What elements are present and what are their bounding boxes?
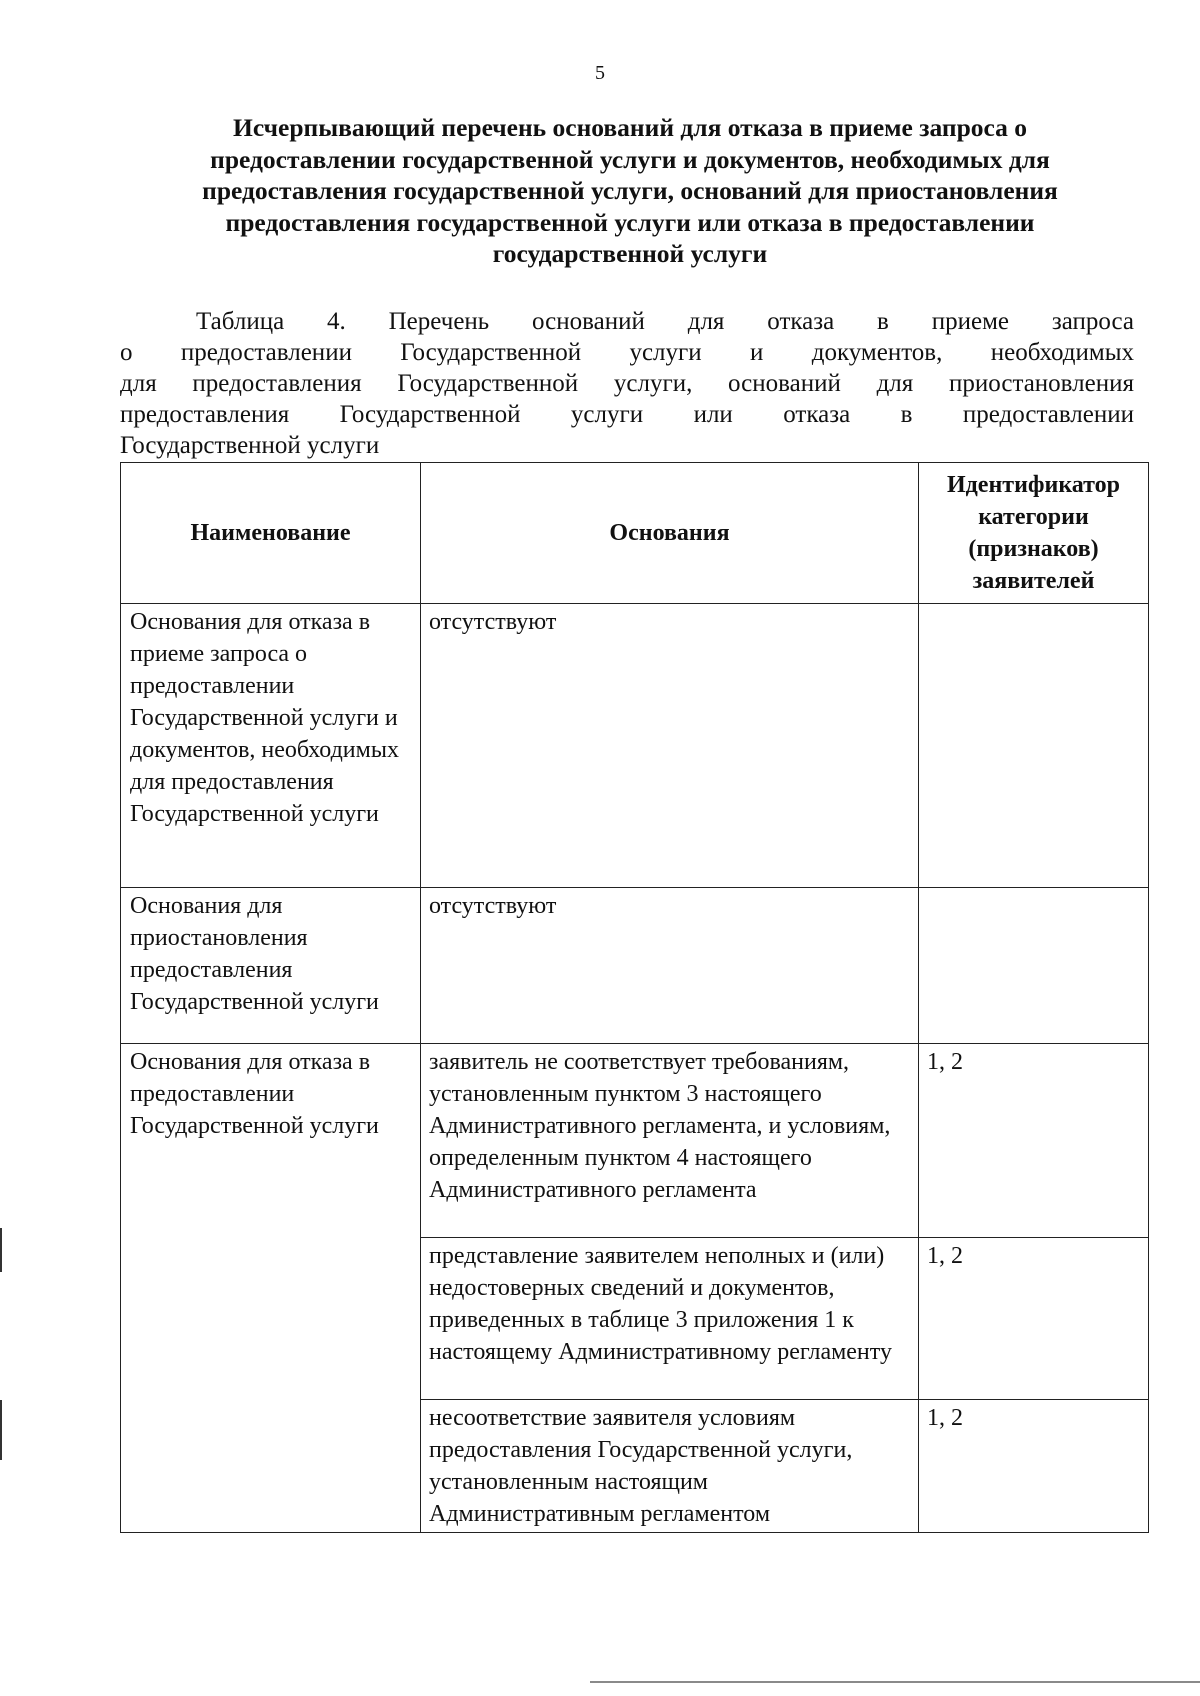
row-basis: отсутствуют	[421, 604, 919, 888]
caption-line: Государственной услуги	[120, 432, 380, 459]
table-row	[121, 604, 1149, 888]
table-row	[121, 888, 1149, 1044]
row-name: Основания для отказа в предоставлении Государственной услуги	[121, 1044, 421, 1533]
header-applicant-category-id: Идентификатор категории (признаков) заявителей	[919, 463, 1149, 604]
title-line: государственной услуги	[492, 239, 768, 268]
row-basis: представление заявителем неполных и (или) недостоверных сведений и документов, приведенных в таблице 3 приложения 1 к настоящему Административному регламенту	[421, 1238, 919, 1400]
scan-edge-mark	[590, 1681, 1200, 1683]
grounds-table	[120, 462, 1149, 1533]
title-line: Исчерпывающий перечень оснований для отказа в приеме запроса о	[232, 113, 1028, 142]
row-id: 1, 2	[919, 1238, 1149, 1400]
row-id: 1, 2	[919, 1400, 1149, 1533]
page-number: 5	[595, 62, 605, 84]
caption-line: предоставления Государственной услуги или отказа в предоставлении	[120, 401, 1134, 428]
header-name: Наименование	[121, 463, 421, 604]
table-header-row	[121, 463, 1149, 604]
row-id: 1, 2	[919, 1044, 1149, 1238]
title-line: предоставлении государственной услуги и документов, необходимых для	[210, 144, 1050, 174]
table-row	[121, 1044, 1149, 1238]
caption-line: для предоставления Государственной услуги, оснований для приостановления	[120, 370, 1134, 397]
header-basis: Основания	[421, 463, 919, 604]
document-title	[130, 112, 1130, 270]
row-id	[919, 604, 1149, 888]
scan-edge-mark	[0, 1228, 2, 1272]
row-basis: отсутствуют	[421, 888, 919, 1044]
row-basis: несоответствие заявителя условиям предоставления Государственной услуги, установленным настоящим Административным регламентом	[421, 1400, 919, 1533]
row-id	[919, 888, 1149, 1044]
row-name: Основания для приостановления предоставления Государственной услуги	[121, 888, 421, 1044]
caption-line: Таблица 4. Перечень оснований для отказа в приеме запроса	[196, 308, 1134, 335]
row-basis: заявитель не соответствует требованиям, установленным пунктом 3 настоящего Административного регламента, и условиям, определенным пунктом 4 настоящего Административного регламента	[421, 1044, 919, 1238]
title-line: предоставления государственной услуги или отказа в предоставлении	[225, 207, 1035, 237]
row-name: Основания для отказа в приеме запроса о предоставлении Государственной услуги и документов, необходимых для предоставления Государственной услуги	[121, 604, 421, 888]
caption-line: о предоставлении Государственной услуги и документов, необходимых	[120, 339, 1134, 366]
scan-edge-mark	[0, 1400, 2, 1460]
table-caption	[120, 306, 1134, 461]
title-line: предоставления государственной услуги, оснований для приостановления	[202, 176, 1058, 205]
